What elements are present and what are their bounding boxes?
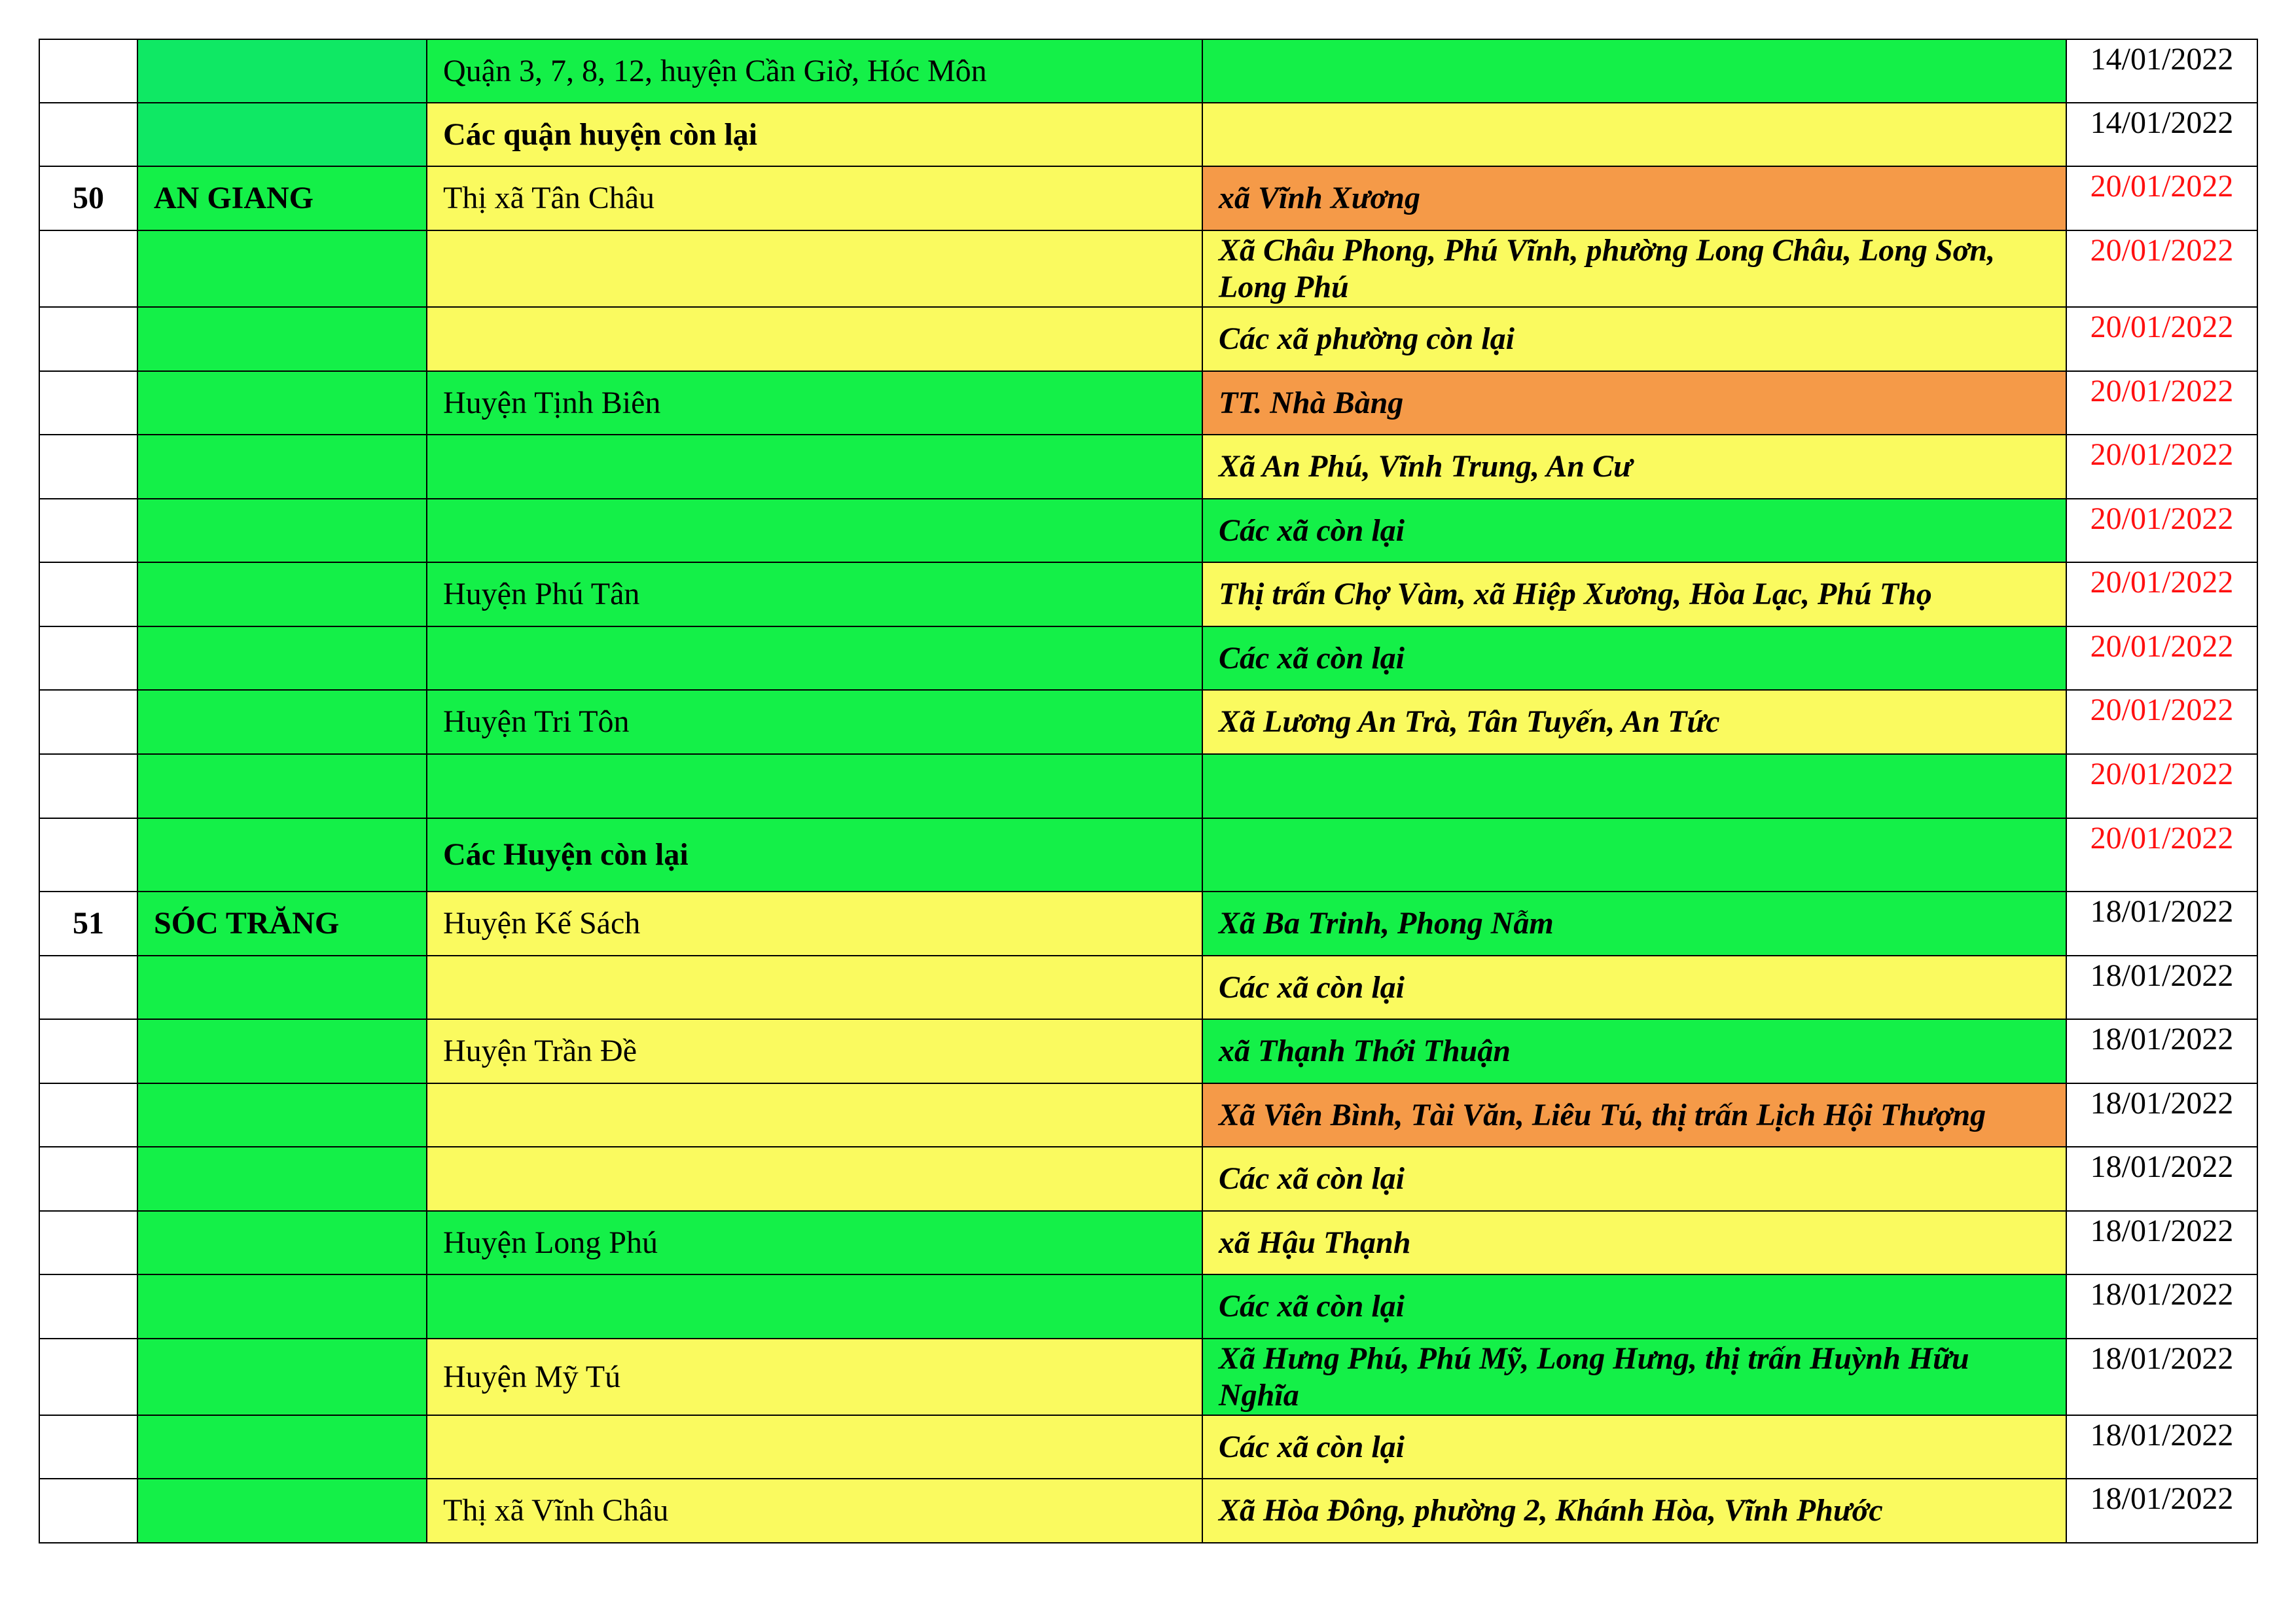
table-row [39,1479,2257,1543]
table-row [39,1274,2257,1339]
cell-date: 20/01/2022 [2066,371,2257,435]
cell-province: SÓC TRĂNG [137,892,427,956]
cell-number [39,307,137,371]
cell-ward: xã Vĩnh Xương [1202,166,2066,230]
cell-ward: xã Thạnh Thới Thuận [1202,1019,2066,1083]
table-row [39,499,2257,562]
cell-province [137,103,427,166]
cell-date: 18/01/2022 [2066,1479,2257,1543]
cell-province [137,1415,427,1479]
table-row [39,39,2257,103]
cell-number [39,956,137,1019]
cell-number [39,499,137,562]
cell-district: Quận 3, 7, 8, 12, huyện Cần Giờ, Hóc Môn [427,39,1202,103]
cell-province [137,1147,427,1211]
cell-district: Huyện Kế Sách [427,892,1202,956]
cell-district: Huyện Long Phú [427,1211,1202,1274]
cell-number [39,435,137,499]
cell-district [427,1147,1202,1211]
cell-ward [1202,39,2066,103]
cell-ward: Các xã còn lại [1202,956,2066,1019]
cell-province [137,435,427,499]
cell-number [39,818,137,892]
cell-district [427,754,1202,818]
table-row [39,1019,2257,1083]
cell-number [39,754,137,818]
cell-date: 20/01/2022 [2066,230,2257,307]
table-row [39,1083,2257,1147]
cell-date: 20/01/2022 [2066,307,2257,371]
cell-date: 18/01/2022 [2066,1211,2257,1274]
cell-ward [1202,754,2066,818]
cell-ward: Xã Hòa Đông, phường 2, Khánh Hòa, Vĩnh Phước [1202,1479,2066,1543]
cell-district: Huyện Trần Đề [427,1019,1202,1083]
cell-province [137,626,427,690]
cell-province [137,39,427,103]
zone-date-table [39,39,2258,1543]
cell-district: Các quận huyện còn lại [427,103,1202,166]
cell-district [427,307,1202,371]
cell-date: 18/01/2022 [2066,1019,2257,1083]
table-row [39,230,2257,307]
cell-date: 18/01/2022 [2066,1083,2257,1147]
cell-date: 18/01/2022 [2066,1147,2257,1211]
cell-date: 14/01/2022 [2066,39,2257,103]
cell-date: 20/01/2022 [2066,626,2257,690]
cell-province [137,754,427,818]
cell-number [39,1479,137,1543]
cell-ward: Các xã phường còn lại [1202,307,2066,371]
cell-number [39,39,137,103]
cell-number [39,1019,137,1083]
cell-ward: TT. Nhà Bàng [1202,371,2066,435]
cell-district [427,1083,1202,1147]
table-row [39,103,2257,166]
cell-district [427,626,1202,690]
cell-district [427,230,1202,307]
cell-district [427,499,1202,562]
cell-number: 50 [39,166,137,230]
cell-province: AN GIANG [137,166,427,230]
cell-province [137,499,427,562]
cell-district [427,956,1202,1019]
cell-district: Huyện Tịnh Biên [427,371,1202,435]
table-row [39,166,2257,230]
cell-date: 14/01/2022 [2066,103,2257,166]
cell-date: 18/01/2022 [2066,1274,2257,1339]
cell-ward [1202,103,2066,166]
table-row [39,435,2257,499]
cell-ward: Các xã còn lại [1202,499,2066,562]
cell-ward: xã Hậu Thạnh [1202,1211,2066,1274]
cell-district: Huyện Phú Tân [427,562,1202,626]
cell-province [137,230,427,307]
table-row [39,562,2257,626]
cell-number [39,1211,137,1274]
cell-ward: Thị trấn Chợ Vàm, xã Hiệp Xương, Hòa Lạc, Phú Thọ [1202,562,2066,626]
cell-number [39,562,137,626]
cell-number [39,1083,137,1147]
cell-province [137,1274,427,1339]
cell-number [39,1147,137,1211]
cell-date: 20/01/2022 [2066,435,2257,499]
cell-district: Huyện Mỹ Tú [427,1339,1202,1415]
table-row [39,307,2257,371]
table-row [39,892,2257,956]
cell-ward: Các xã còn lại [1202,1147,2066,1211]
cell-province [137,562,427,626]
cell-date: 18/01/2022 [2066,1415,2257,1479]
table-row [39,1211,2257,1274]
cell-ward [1202,818,2066,892]
cell-province [137,1019,427,1083]
cell-district: Các Huyện còn lại [427,818,1202,892]
cell-province [137,1083,427,1147]
cell-ward: Xã Lương An Trà, Tân Tuyến, An Tức [1202,690,2066,754]
cell-number: 51 [39,892,137,956]
cell-ward: Các xã còn lại [1202,1415,2066,1479]
table-row [39,626,2257,690]
table-row [39,371,2257,435]
cell-province [137,1339,427,1415]
cell-number [39,103,137,166]
cell-ward: Xã Châu Phong, Phú Vĩnh, phường Long Châu, Long Sơn, Long Phú [1202,230,2066,307]
cell-number [39,690,137,754]
cell-number [39,1274,137,1339]
cell-number [39,230,137,307]
cell-date: 20/01/2022 [2066,499,2257,562]
cell-province [137,1479,427,1543]
cell-number [39,371,137,435]
cell-province [137,371,427,435]
table-row [39,690,2257,754]
cell-date: 20/01/2022 [2066,818,2257,892]
cell-province [137,956,427,1019]
cell-province [137,818,427,892]
cell-date: 20/01/2022 [2066,166,2257,230]
cell-province [137,690,427,754]
cell-district: Huyện Tri Tôn [427,690,1202,754]
cell-date: 20/01/2022 [2066,562,2257,626]
cell-district [427,1415,1202,1479]
cell-district: Thị xã Vĩnh Châu [427,1479,1202,1543]
cell-date: 18/01/2022 [2066,956,2257,1019]
cell-ward: Xã Ba Trinh, Phong Nẫm [1202,892,2066,956]
cell-district [427,435,1202,499]
cell-province [137,1211,427,1274]
table-row [39,1415,2257,1479]
cell-ward: Xã Viên Bình, Tài Văn, Liêu Tú, thị trấn Lịch Hội Thượng [1202,1083,2066,1147]
table-row [39,754,2257,818]
cell-number [39,1415,137,1479]
cell-number [39,1339,137,1415]
table-row [39,956,2257,1019]
cell-date: 20/01/2022 [2066,754,2257,818]
cell-district [427,1274,1202,1339]
cell-ward: Các xã còn lại [1202,626,2066,690]
cell-date: 18/01/2022 [2066,892,2257,956]
table-body [39,39,2257,1543]
cell-ward: Các xã còn lại [1202,1274,2066,1339]
cell-number [39,626,137,690]
cell-province [137,307,427,371]
cell-date: 20/01/2022 [2066,690,2257,754]
table-row [39,1147,2257,1211]
cell-ward: Xã Hưng Phú, Phú Mỹ, Long Hưng, thị trấn Huỳnh Hữu Nghĩa [1202,1339,2066,1415]
cell-district: Thị xã Tân Châu [427,166,1202,230]
table-row [39,818,2257,892]
cell-ward: Xã An Phú, Vĩnh Trung, An Cư [1202,435,2066,499]
cell-date: 18/01/2022 [2066,1339,2257,1415]
table-row [39,1339,2257,1415]
